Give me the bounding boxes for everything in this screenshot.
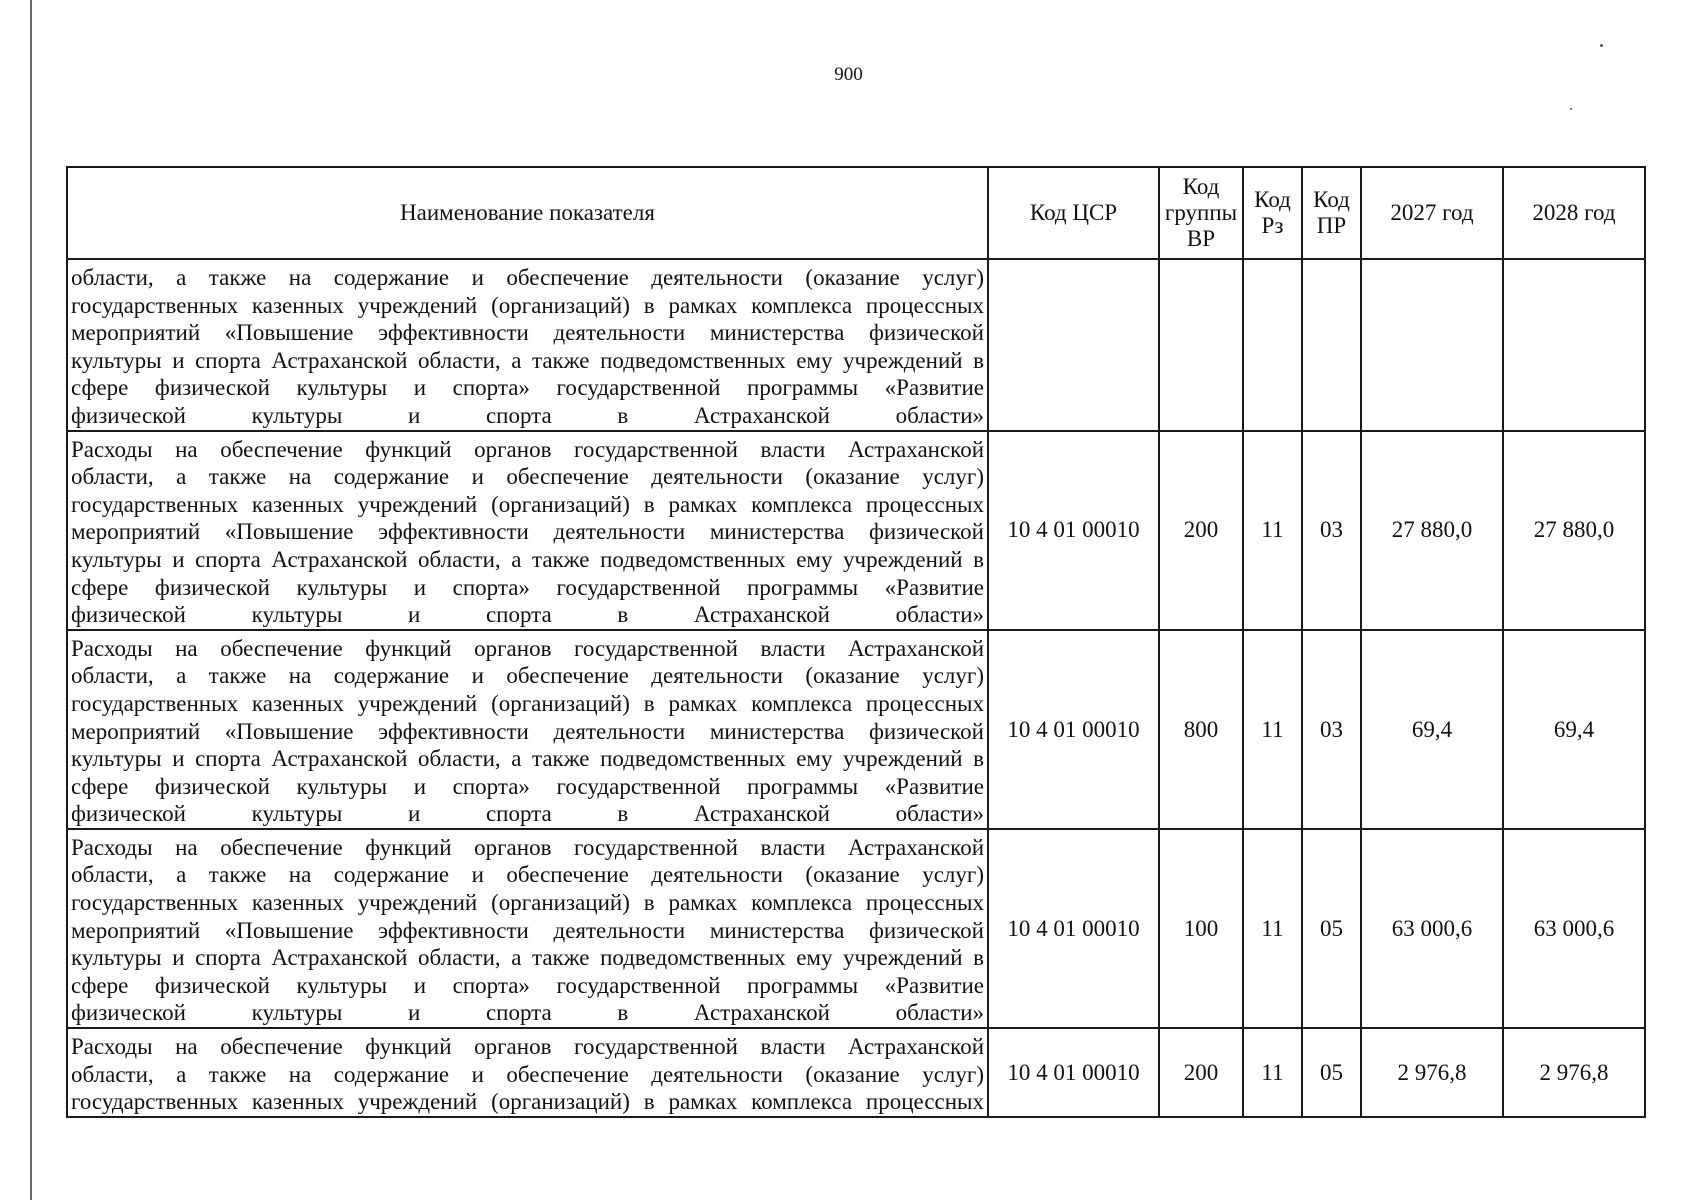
header-pr-code: Код ПР [1302,167,1361,259]
row-vr-cell [1159,259,1243,431]
row-rz-cell [1243,259,1302,431]
row-name-cell: Расходы на обеспечение функций органов государственной власти Астраханской области, а также на содержание и обеспечение деятельности (оказание услуг) государственных казенных учреждений (организаций) в рамках комплекса процессных мероприятий «Повышение эффективности деятельности министерства физической культуры и спорта Астраханской области, а также подведомственных ему учреждений в сфере физической культуры и спорта» государственной программы «Развитие физической культуры и спорта в Астраханской области» [67,630,988,829]
row-2027-cell: 27 880,0 [1361,431,1503,630]
row-rz-cell: 11 [1243,630,1302,829]
table-row [67,259,1645,431]
header-year-2027: 2027 год [1361,167,1503,259]
row-csr-cell: 10 4 01 00010 [988,431,1159,630]
row-vr-cell: 800 [1159,630,1243,829]
row-name-cell: Расходы на обеспечение функций органов государственной власти Астраханской области, а также на содержание и обеспечение деятельности (оказание услуг) государственных казенных учреждений (организаций) в рамках комплекса процессных мероприятий «Повышение эффективности деятельности министерства физической культуры и спорта Астраханской области, а также подведомственных ему учреждений в сфере физической культуры и спорта» государственной программы «Развитие физической культуры и спорта в Астраханской области» [67,829,988,1028]
row-rz-cell: 11 [1243,431,1302,630]
row-csr-cell: 10 4 01 00010 [988,829,1159,1028]
row-2028-cell: 63 000,6 [1503,829,1645,1028]
header-rz-code: Код Рз [1243,167,1302,259]
row-name-cell: Расходы на обеспечение функций органов государственной власти Астраханской области, а также на содержание и обеспечение деятельности (оказание услуг) государственных казенных учреждений (организаций) в рамках комплекса процессных [67,1028,988,1117]
row-pr-cell: 03 [1302,630,1361,829]
row-2027-cell: 2 976,8 [1361,1028,1503,1117]
row-pr-cell: 05 [1302,829,1361,1028]
row-2027-cell [1361,259,1503,431]
row-2028-cell: 27 880,0 [1503,431,1645,630]
row-2028-cell [1503,259,1645,431]
header-name: Наименование показателя [67,167,988,259]
scan-left-margin-line [30,0,32,1200]
header-vr-group-code: Код группы ВР [1159,167,1243,259]
table-header-row [67,167,1645,259]
scan-speck [1570,108,1572,110]
row-rz-cell: 11 [1243,1028,1302,1117]
table-row [67,630,1645,829]
table-row [67,829,1645,1028]
row-rz-cell: 11 [1243,829,1302,1028]
row-2027-cell: 69,4 [1361,630,1503,829]
budget-table [66,166,1646,1118]
row-csr-cell [988,259,1159,431]
row-pr-cell: 03 [1302,431,1361,630]
row-vr-cell: 200 [1159,431,1243,630]
row-vr-cell: 200 [1159,1028,1243,1117]
row-vr-cell: 100 [1159,829,1243,1028]
row-csr-cell: 10 4 01 00010 [988,630,1159,829]
row-2028-cell: 69,4 [1503,630,1645,829]
header-csr-code: Код ЦСР [988,167,1159,259]
scan-speck [1600,44,1603,47]
header-year-2028: 2028 год [1503,167,1645,259]
page-number: 900 [834,64,863,85]
row-2028-cell: 2 976,8 [1503,1028,1645,1117]
table-row [67,431,1645,630]
row-name-cell: области, а также на содержание и обеспечение деятельности (оказание услуг) государственных казенных учреждений (организаций) в рамках комплекса процессных мероприятий «Повышение эффективности деятельности министерства физической культуры и спорта Астраханской области, а также подведомственных ему учреждений в сфере физической культуры и спорта» государственной программы «Развитие физической культуры и спорта в Астраханской области» [67,259,988,431]
row-csr-cell: 10 4 01 00010 [988,1028,1159,1117]
row-pr-cell [1302,259,1361,431]
row-name-cell: Расходы на обеспечение функций органов государственной власти Астраханской области, а также на содержание и обеспечение деятельности (оказание услуг) государственных казенных учреждений (организаций) в рамках комплекса процессных мероприятий «Повышение эффективности деятельности министерства физической культуры и спорта Астраханской области, а также подведомственных ему учреждений в сфере физической культуры и спорта» государственной программы «Развитие физической культуры и спорта в Астраханской области» [67,431,988,630]
table-row [67,1028,1645,1117]
row-pr-cell: 05 [1302,1028,1361,1117]
row-2027-cell: 63 000,6 [1361,829,1503,1028]
